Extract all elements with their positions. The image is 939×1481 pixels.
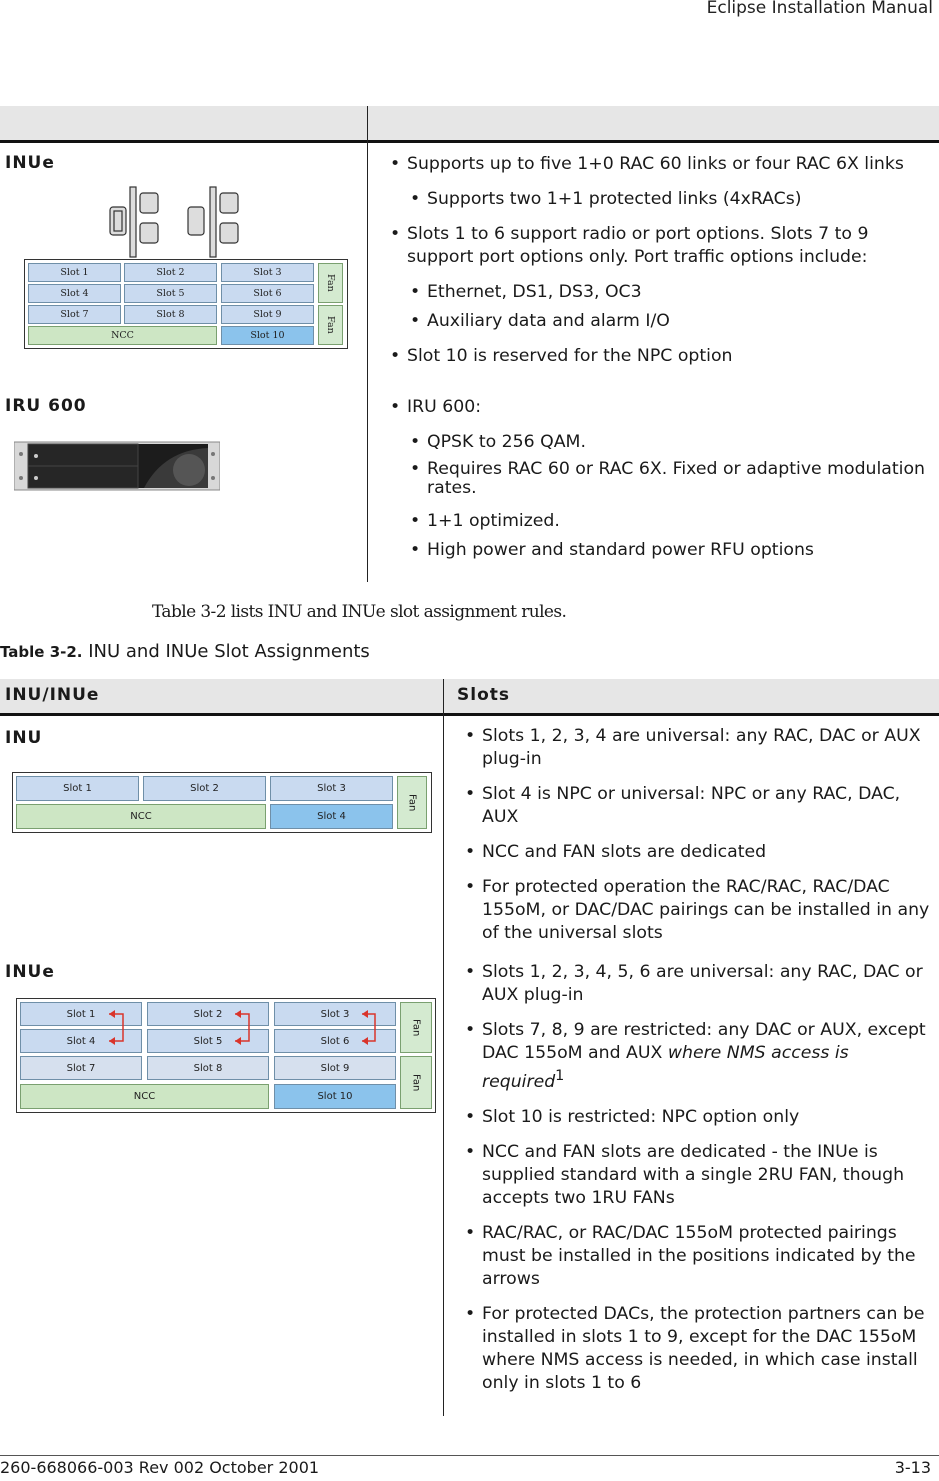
slot: Slot 4 (28, 284, 121, 303)
caption-title: INU and INUe Slot Assignments (82, 641, 370, 662)
column-divider (443, 679, 444, 1416)
ncc-slot: NCC (20, 1084, 269, 1109)
slot-5: Slot 5 (147, 1029, 269, 1053)
row-label-inu: INU (5, 728, 43, 748)
inue-slot-diagram-small (24, 259, 348, 349)
outdoor-unit-illustration (100, 185, 250, 260)
protection-pair-arrows (17, 999, 435, 1059)
slot-1: Slot 1 (20, 1002, 142, 1026)
table-header-rule (0, 140, 939, 143)
footer-page-number: 3-13 (894, 1458, 931, 1477)
footnote-marker: 1 (555, 1068, 565, 1084)
row-label-inue: INUe (5, 153, 55, 173)
table-header-rule (0, 713, 939, 716)
pair-arrow-slot3-slot6 (362, 1014, 375, 1041)
inue-slot-rules (460, 961, 930, 1407)
ncc-slot: NCC (28, 326, 217, 345)
list-item: • Auxiliary data and alarm I/O (405, 310, 925, 333)
rule-text: Slots 7, 8, 9 are restricted: any DAC or AUX, except DAC 155oM and AUX (482, 1020, 926, 1063)
list-item: • Slots 1 to 6 support radio or port options. Slots 7 to 9 support port options only. Port traffic options include: (385, 223, 925, 269)
list-item: • QPSK to 256 QAM. (405, 431, 925, 454)
list-item: • High power and standard power RFU options (405, 539, 925, 562)
slot: Slot 1 (28, 263, 121, 282)
fan-slot: Fan (318, 263, 343, 303)
list-item: • Ethernet, DS1, DS3, OC3 (405, 281, 925, 304)
slot-10: Slot 10 (274, 1084, 396, 1109)
column-header-slots: Slots (457, 685, 510, 705)
list-item: • NCC and FAN slots are dedicated - the INUe is supplied standard with a single 2RU FAN, though accepts two 1RU FANs (460, 1141, 930, 1210)
iru600-feature-list (385, 396, 925, 574)
list-item: • 1+1 optimized. (405, 510, 925, 533)
pair-arrow-slot2-slot5 (235, 1014, 249, 1041)
slot-4: Slot 4 (270, 804, 393, 829)
table-caption (0, 641, 370, 662)
footer-doc-id: 260-668066-003 Rev 002 October 2001 (0, 1458, 320, 1477)
fan-slot: Fan (397, 776, 427, 829)
slot-7: Slot 7 (20, 1056, 142, 1080)
slot-9: Slot 9 (274, 1056, 396, 1080)
slot-8: Slot 8 (147, 1056, 269, 1080)
slot-6: Slot 6 (274, 1029, 396, 1053)
list-item: • Supports two 1+1 protected links (4xRACs) (405, 188, 925, 211)
column-header-inu-inue: INU/INUe (5, 685, 100, 705)
slot-1: Slot 1 (16, 776, 139, 801)
slot: Slot 6 (221, 284, 314, 303)
column-divider (367, 106, 368, 582)
footer-rule (0, 1455, 939, 1456)
fan-slot: Fan (400, 1002, 432, 1053)
list-item: • RAC/RAC, or RAC/DAC 155oM protected pairings must be installed in the positions indicated by the arrows (460, 1222, 930, 1291)
list-item: • IRU 600: (385, 396, 925, 419)
list-item (460, 1019, 930, 1094)
intro-sentence: Table 3-2 lists INU and INUe slot assignment rules. (152, 602, 567, 622)
slot-4: Slot 4 (20, 1029, 142, 1053)
inu-slot-diagram (12, 772, 432, 833)
fan-slot: Fan (318, 305, 343, 345)
list-item: • Requires RAC 60 or RAC 6X. Fixed or adaptive modulation rates. (405, 460, 925, 498)
slot-2: Slot 2 (147, 1002, 269, 1026)
list-item: • For protected DACs, the protection partners can be installed in slots 1 to 9, except for the DAC 155oM where NMS access is needed, in which case install only in slots 1 to 6 (460, 1303, 930, 1395)
slot: Slot 9 (221, 305, 314, 324)
pair-arrow-slot1-slot4 (109, 1014, 123, 1041)
rule-text-italic: where NMS access is required (482, 1043, 849, 1092)
row-label-iru600: IRU 600 (5, 396, 87, 416)
slot-10: Slot 10 (221, 326, 314, 345)
slot: Slot 8 (124, 305, 217, 324)
inu-slot-rules (460, 725, 930, 957)
iru600-image (14, 440, 220, 492)
list-item: • Slots 1, 2, 3, 4 are universal: any RAC, DAC or AUX plug-in (460, 725, 930, 771)
slot: Slot 3 (221, 263, 314, 282)
slot-3: Slot 3 (274, 1002, 396, 1026)
inue-slot-diagram (16, 998, 436, 1113)
row-label-inue: INUe (5, 962, 55, 982)
inue-feature-list (385, 153, 925, 380)
slot: Slot 5 (124, 284, 217, 303)
slot-2: Slot 2 (143, 776, 266, 801)
list-item: • Supports up to five 1+0 RAC 60 links or four RAC 6X links (385, 153, 925, 176)
list-item: • For protected operation the RAC/RAC, RAC/DAC 155oM, or DAC/DAC pairings can be installed in any of the universal slots (460, 876, 930, 945)
fan-slot: Fan (400, 1056, 432, 1109)
list-item: • Slot 10 is reserved for the NPC option (385, 345, 925, 368)
list-item: • Slot 4 is NPC or universal: NPC or any RAC, DAC, AUX (460, 783, 930, 829)
caption-label: Table 3-2. (0, 643, 83, 661)
ncc-slot: NCC (16, 804, 266, 829)
slot: Slot 7 (28, 305, 121, 324)
slot: Slot 2 (124, 263, 217, 282)
list-item: • Slot 10 is restricted: NPC option only (460, 1106, 930, 1129)
list-item: • Slots 1, 2, 3, 4, 5, 6 are universal: any RAC, DAC or AUX plug-in (460, 961, 930, 1007)
slot-3: Slot 3 (270, 776, 393, 801)
list-item: • NCC and FAN slots are dedicated (460, 841, 930, 864)
running-header: Eclipse Installation Manual (706, 0, 933, 18)
table-header-row (0, 106, 939, 140)
